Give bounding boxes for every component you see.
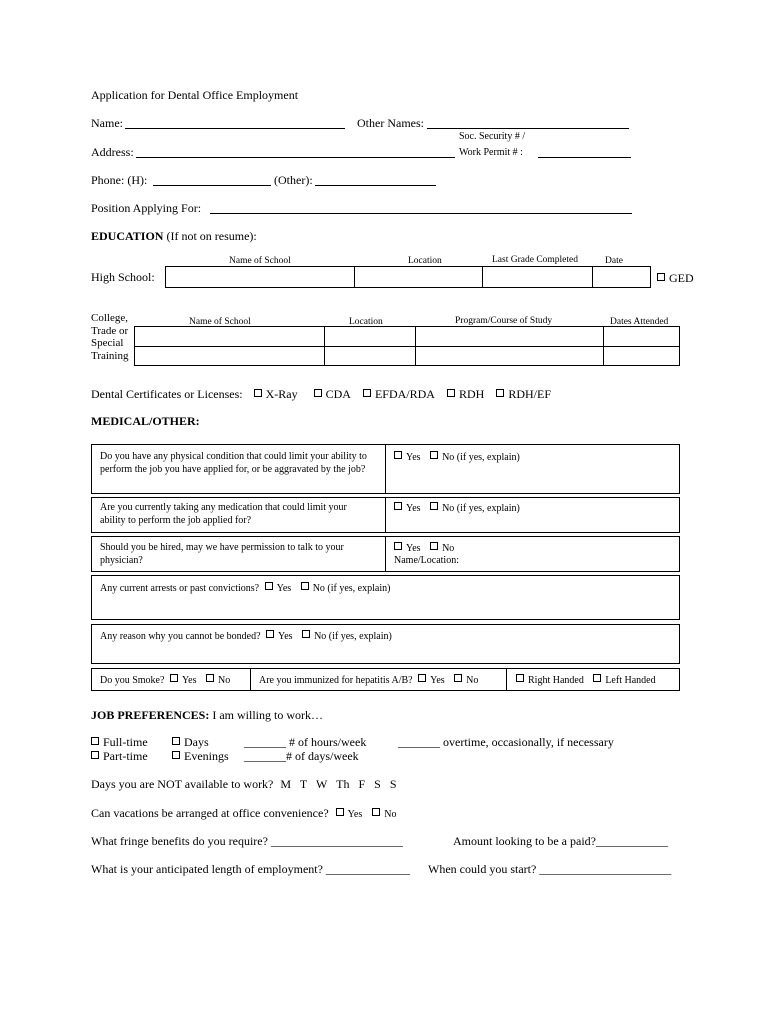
medical-q5-text: Any reason why you cannot be bonded? (100, 631, 261, 642)
other-names-field[interactable] (427, 128, 629, 129)
phone-other-field[interactable] (315, 185, 436, 186)
ged-option[interactable]: GED (657, 271, 694, 286)
work-permit-field[interactable] (538, 157, 631, 158)
q4-no[interactable]: No (if yes, explain) (301, 583, 391, 594)
medical-q4-row (100, 582, 390, 594)
vacation-yes[interactable]: Yes (336, 808, 363, 820)
certs-label: Dental Certificates or Licenses: (91, 387, 243, 401)
hep-no[interactable]: No (454, 675, 478, 686)
days-option[interactable]: Days (172, 735, 209, 750)
medical-q2-options (394, 502, 520, 514)
address-label: Address: (91, 145, 134, 159)
job-heading: JOB PREFERENCES: I am willing to work… (91, 708, 324, 722)
medical-misc-row (91, 668, 680, 691)
position-label: Position Applying For: (91, 201, 202, 215)
weekday-w[interactable]: W (316, 777, 328, 791)
hs-header-location: Location (408, 256, 442, 266)
college-label: College, Trade or Special Training (91, 312, 129, 362)
education-heading: EDUCATION (If not on resume): (91, 229, 257, 243)
cert-xray[interactable]: X-Ray (254, 387, 298, 402)
medical-q1-text: Do you have any physical condition that could limit your ability to perform the job you have applied for, or be aggravated by the job? (100, 451, 367, 475)
amount-question[interactable]: Amount looking to be a paid?____________ (453, 834, 668, 848)
overtime-field[interactable]: _______ overtime, occasionally, if necessary (398, 735, 614, 749)
start-question[interactable]: When could you start? ______________________ (428, 862, 672, 876)
vacation-question: Can vacations be arranged at office convenience? (91, 806, 329, 820)
hep-question: Are you immunized for hepatitis A/B? (259, 675, 413, 686)
vacation-no[interactable]: No (372, 809, 396, 820)
address-field[interactable] (136, 157, 455, 158)
cert-rdh[interactable]: RDH (447, 387, 484, 402)
q5-yes[interactable]: Yes (266, 630, 293, 642)
other-names-label: Other Names: (357, 116, 424, 130)
q3-no[interactable]: No (430, 543, 454, 554)
not-available-row (91, 777, 397, 792)
ssn-label: Soc. Security # / (459, 131, 526, 142)
position-field[interactable] (210, 213, 632, 214)
hours-per-week[interactable]: _______ # of hours/week (244, 735, 367, 749)
weekday-s2[interactable]: S (389, 777, 397, 791)
hs-label: High School: (91, 270, 155, 284)
q2-no[interactable]: No (if yes, explain) (430, 503, 520, 514)
medical-q2-text: Are you currently taking any medication that could limit your ability to perform the job applied for? (100, 502, 347, 526)
length-question[interactable]: What is your anticipated length of employment? ______________ (91, 862, 410, 876)
phone-home-field[interactable] (153, 185, 271, 186)
part-time-option[interactable]: Part-time (91, 749, 148, 764)
q4-yes[interactable]: Yes (265, 582, 292, 594)
weekday-s1[interactable]: S (374, 777, 381, 791)
medical-q3-text: Should you be hired, may we have permission to talk to your physician? (100, 542, 344, 566)
days-per-week[interactable]: _______# of days/week (244, 749, 359, 763)
weekday-list[interactable] (280, 777, 396, 791)
fringe-benefits-question[interactable]: What fringe benefits do you require? ______________________ (91, 834, 403, 848)
college-header-program: Program/Course of Study (455, 316, 553, 326)
medical-q3-options (394, 542, 454, 554)
q1-no[interactable]: No (if yes, explain) (430, 452, 520, 463)
hs-header-date: Date (605, 256, 623, 266)
smoke-row (100, 674, 230, 686)
weekday-t[interactable]: T (299, 777, 308, 791)
not-available-label: Days you are NOT available to work? (91, 777, 274, 791)
form-title: Application for Dental Office Employment (91, 88, 299, 102)
college-header-school: Name of School (189, 317, 251, 327)
weekday-th[interactable]: Th (336, 777, 350, 791)
cert-efda[interactable]: EFDA/RDA (363, 387, 435, 402)
hs-header-grade: Last Grade Completed (492, 255, 579, 265)
hs-table[interactable] (165, 266, 651, 288)
evenings-option[interactable]: Evenings (172, 749, 229, 764)
weekday-m[interactable]: M (280, 777, 292, 791)
college-header-dates: Dates Attended (610, 317, 669, 327)
name-field[interactable] (125, 128, 345, 129)
hep-yes[interactable]: Yes (418, 674, 445, 686)
medical-q4-text: Any current arrests or past convictions? (100, 583, 260, 594)
q3-yes[interactable]: Yes (394, 542, 421, 554)
medical-q5-box (91, 624, 680, 664)
handed-row (516, 674, 656, 686)
hep-row (259, 674, 478, 686)
smoke-yes[interactable]: Yes (170, 674, 197, 686)
right-handed[interactable]: Right Handed (516, 674, 584, 686)
smoke-no[interactable]: No (206, 675, 230, 686)
q2-yes[interactable]: Yes (394, 502, 421, 514)
college-header-location: Location (349, 317, 383, 327)
medical-q2-box (91, 497, 680, 533)
medical-q1-options (394, 451, 520, 463)
certs-row (91, 387, 558, 402)
cert-rdh-ef[interactable]: RDH/EF (496, 387, 551, 402)
ged-checkbox[interactable] (657, 273, 665, 281)
medical-q1-box (91, 444, 680, 494)
q1-yes[interactable]: Yes (394, 451, 421, 463)
phone-home-label: Phone: (H): (91, 173, 148, 187)
left-handed[interactable]: Left Handed (593, 675, 655, 686)
hs-header-school: Name of School (229, 256, 291, 266)
smoke-question: Do you Smoke? (100, 675, 165, 686)
name-label: Name: (91, 116, 123, 130)
q3-name-location: Name/Location: (394, 555, 459, 566)
full-time-option[interactable]: Full-time (91, 735, 148, 750)
college-table[interactable] (134, 326, 680, 366)
medical-heading: MEDICAL/OTHER: (91, 414, 200, 428)
medical-q5-row (100, 630, 392, 642)
q5-no[interactable]: No (if yes, explain) (302, 631, 392, 642)
medical-q4-box (91, 575, 680, 620)
cert-cda[interactable]: CDA (314, 387, 351, 402)
medical-q3-box (91, 536, 680, 572)
vacation-row (91, 806, 396, 821)
phone-other-label: (Other): (274, 173, 313, 187)
weekday-f[interactable]: F (358, 777, 366, 791)
work-permit-label: Work Permit # : (459, 147, 523, 158)
